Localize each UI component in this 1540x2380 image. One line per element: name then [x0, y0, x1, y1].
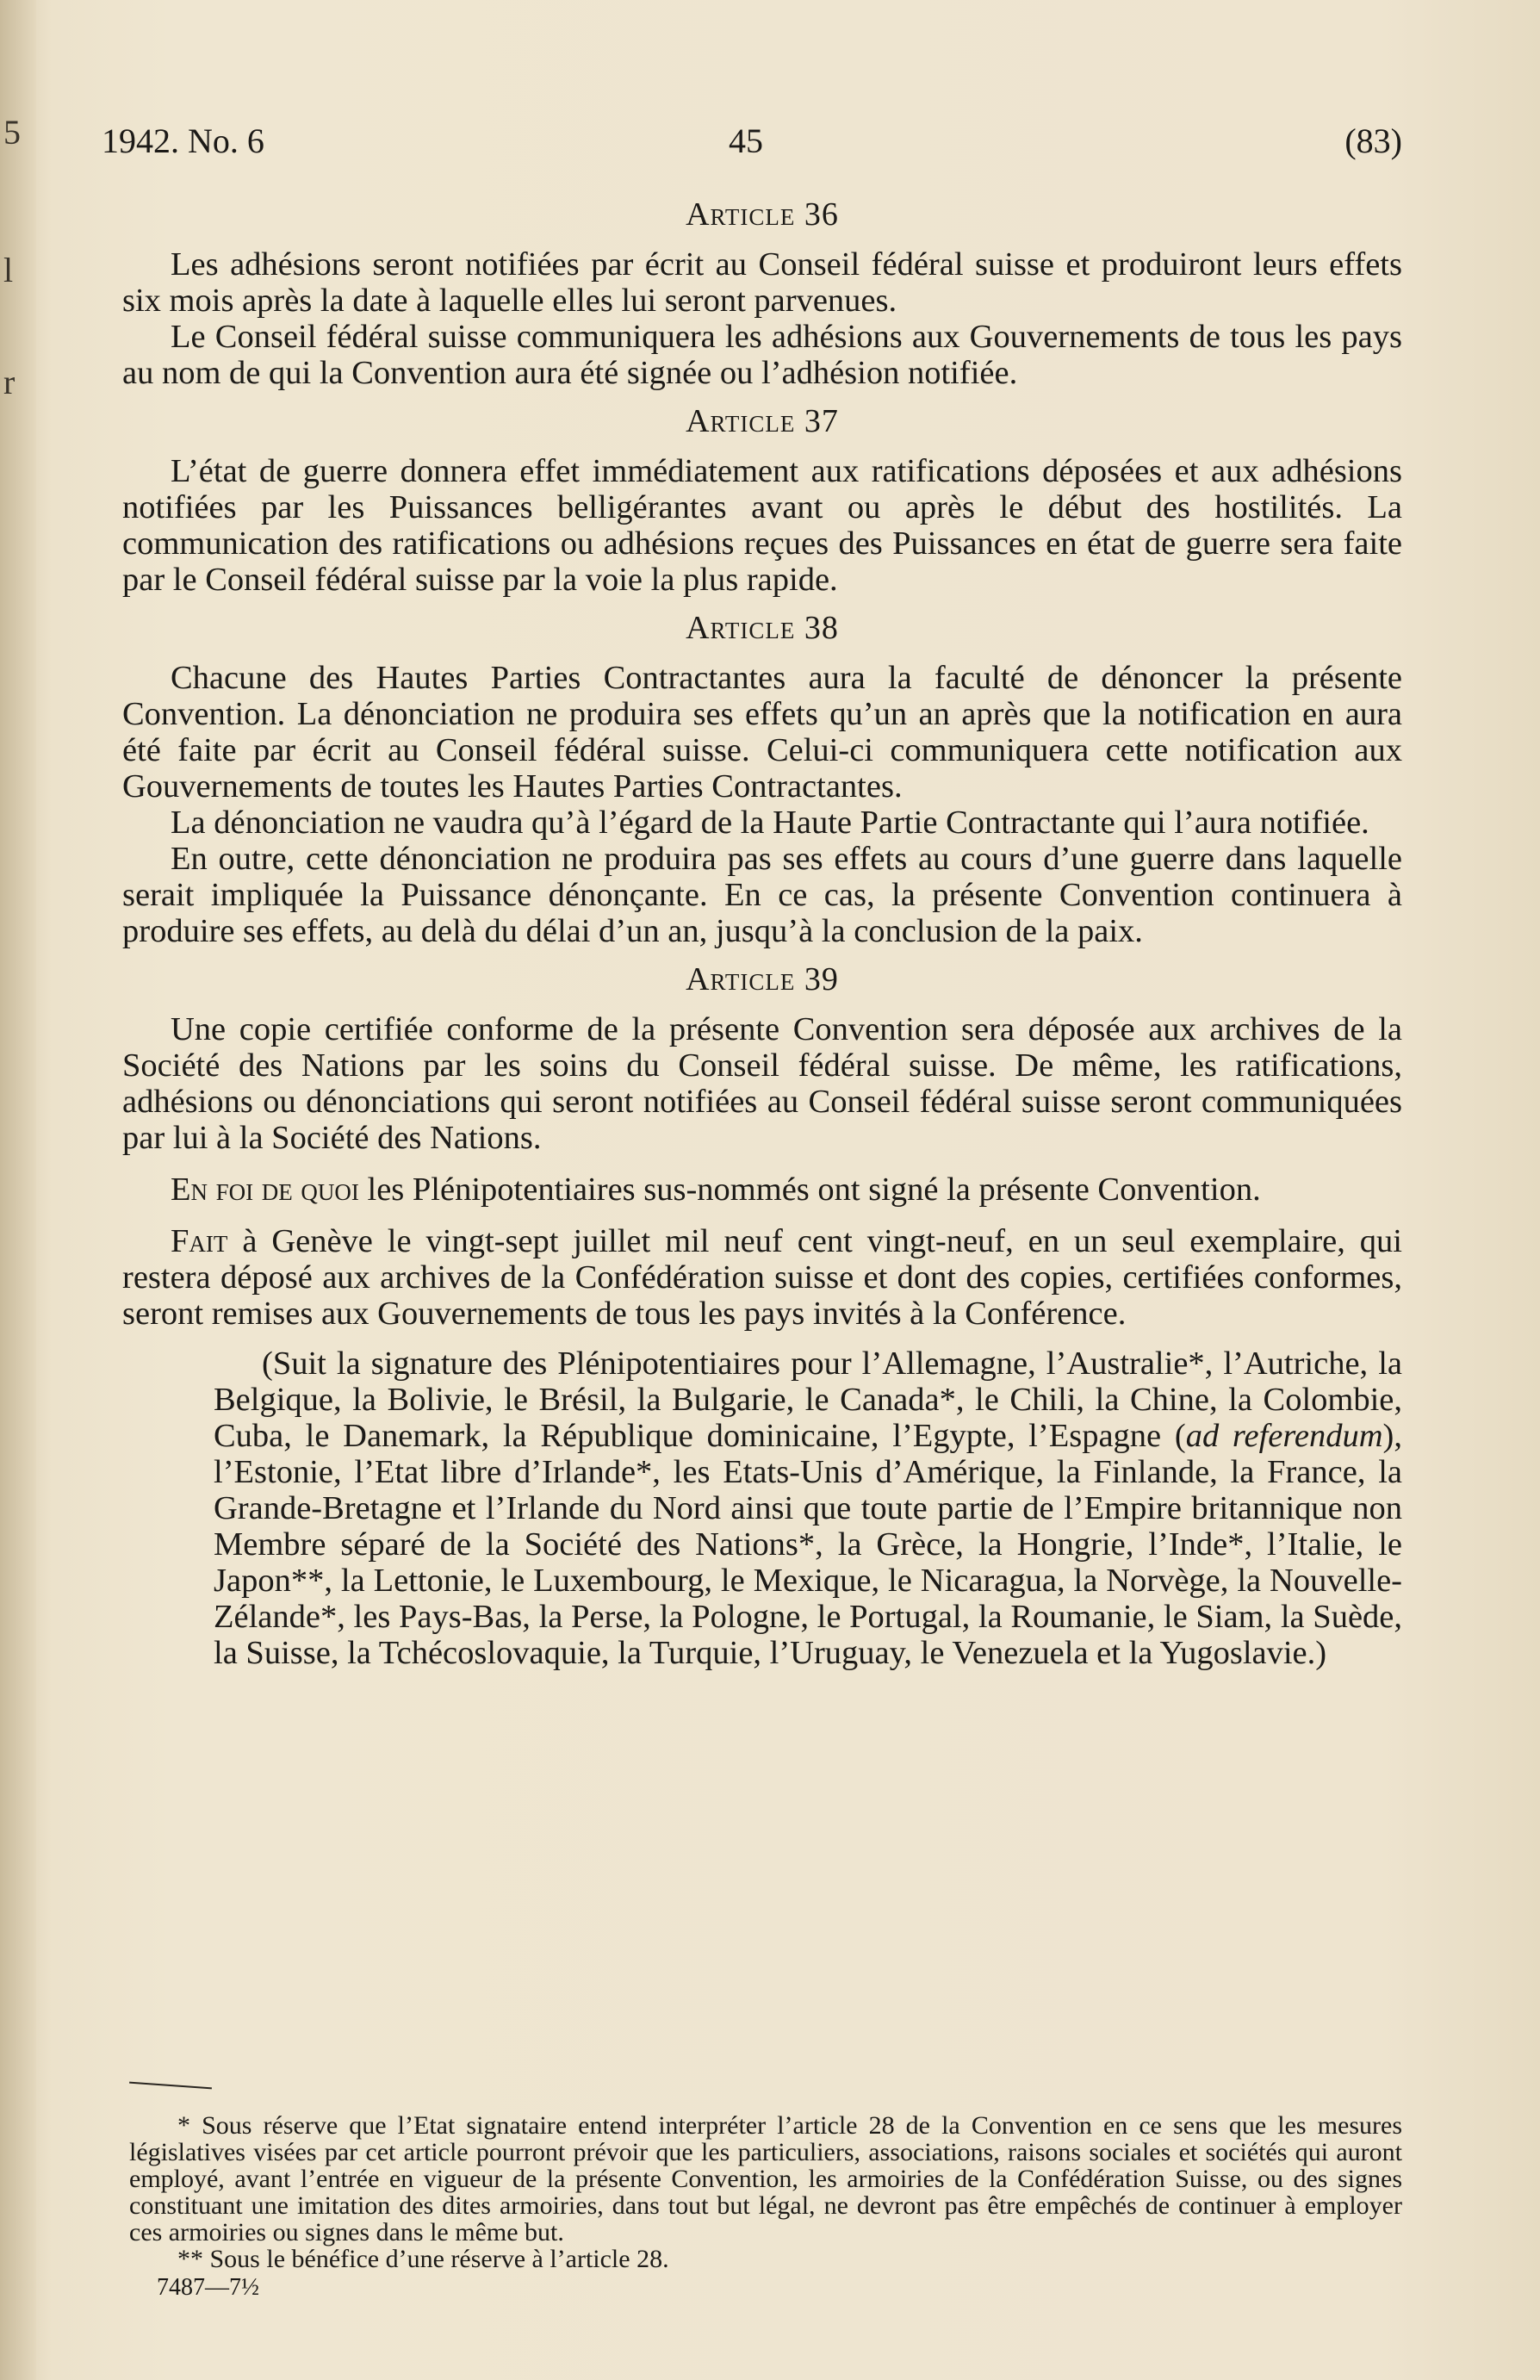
print-code: 7487—7½	[157, 2274, 259, 2301]
signatories-italic: ad referendum	[1185, 1418, 1383, 1454]
article-heading: Article 36	[686, 196, 839, 233]
footnotes	[129, 2112, 1402, 2301]
closing-lead: En foi de quoi	[171, 1171, 359, 1208]
article-39	[122, 961, 1402, 1156]
article-heading: Article 37	[686, 403, 839, 439]
article-heading: Article 39	[686, 961, 839, 997]
footnote-divider	[129, 2082, 212, 2090]
main-text	[122, 190, 1402, 1671]
done-at-paragraph	[122, 1223, 1402, 1332]
closing-text: les Plénipotentiaires sus-nommés ont signé la présente Convention.	[358, 1171, 1261, 1208]
page-header	[102, 121, 1402, 172]
edge-mark: l	[3, 251, 14, 289]
signatories-paragraph	[214, 1345, 1402, 1671]
closing-text: à Genève le vingt-sept juillet mil neuf cent vingt-neuf, en un seul exemplaire, qui restera déposé aux archives de la Confédération suisse et dont des copies, certifiées conformes, seront remises aux Gouvernements de tous les pays invités à la Conférence.	[122, 1223, 1402, 1332]
in-witness-paragraph	[122, 1171, 1402, 1208]
signatories-text: ), l’Estonie, l’Etat libre d’Irlande*, les Etats-Unis d’Amérique, la Finlande, la France, la Grande-Bretagne et l’Irlande du Nord ainsi que toute partie de l’Empire britannique non Membre séparé de la Société des Nations*, la Grèce, la Hongrie, l’Inde*, l’Italie, le Japon**, la Lettonie, le Luxembourg, le Mexique, le Nicaragua, la Norvège, la Nouvelle-Zélande*, les Pays-Bas, la Perse, la Pologne, le Portugal, la Roumanie, le Siam, la Suède, la Suisse, la Tchécoslovaquie, la Turquie, l’Uruguay, le Venezuela et la Yugoslavie.)	[214, 1418, 1402, 1671]
article-heading: Article 38	[686, 610, 839, 646]
article-36	[122, 196, 1402, 391]
article-38	[122, 610, 1402, 949]
treaty-series-number: 1942. No. 6	[102, 121, 264, 160]
binding-edge	[0, 0, 36, 2380]
closing-lead: Fait	[171, 1223, 228, 1259]
footnote: ** Sous le bénéfice d’une réserve à l’article 28.	[177, 2245, 669, 2273]
paragraph: En outre, cette dénonciation ne produira pas ses effets au cours d’une guerre dans laquelle serait impliquée la Puissance dénonçante. En ce cas, la présente Convention continuera à produire ses effets, au delà du délai d’un an, jusqu’à la conclusion de la paix.	[122, 841, 1402, 949]
article-37	[122, 403, 1402, 598]
edge-mark: 5	[3, 113, 21, 152]
edge-mark: r	[3, 363, 16, 401]
footnote: * Sous réserve que l’Etat signataire entend interpréter l’article 28 de la Convention en ce sens que les mesures législatives visées par cet article pourront prévoir que les particuliers, associations, raisons sociales et sociétés qui auront employé, avant l’entrée en vigueur de la présente Convention, les armoiries de la Confédération Suisse, ou des signes constituant une imitation des dites armoiries, dans tout but légal, ne devront pas être empêchés de continuer à employer ces armoiries ou signes dans le même but.	[129, 2111, 1402, 2246]
paragraph: L’état de guerre donnera effet immédiatement aux ratifications déposées et aux adhésions notifiées par les Puissances belligérantes avant ou après le début des hostilités. La communication des ratifications ou adhésions reçues des Puissances en état de guerre sera faite par le Conseil fédéral suisse par la voie la plus rapide.	[122, 453, 1402, 598]
paragraph: Chacune des Hautes Parties Contractantes aura la faculté de dénoncer la présente Convention. La dénonciation ne produira ses effets qu’un an après que la notification en aura été faite par écrit au Conseil fédéral suisse. Celui-ci communiquera cette notification aux Gouvernements de toutes les Hautes Parties Contractantes.	[122, 660, 1402, 805]
page-number: 45	[729, 121, 763, 160]
original-page-number: (83)	[1344, 121, 1402, 160]
paragraph: Une copie certifiée conforme de la présente Convention sera déposée aux archives de la Société des Nations par les soins du Conseil fédéral suisse. De même, les ratifications, adhésions ou dénonciations qui seront notifiées au Conseil fédéral suisse seront communiquées par lui à la Société des Nations.	[122, 1011, 1402, 1156]
paragraph: Les adhésions seront notifiées par écrit au Conseil fédéral suisse et produiront leurs effets six mois après la date à laquelle elles lui seront parvenues.	[122, 246, 1402, 319]
signatories-text: (Suit la signature des Plénipotentiaires pour l’Allemagne, l’Australie*, l’Autriche, la Belgique, la Bolivie, le Brésil, la Bulgarie, le Canada*, le Chili, la Chine, la Colombie, Cuba, le Danemark, la République dominicaine, l’Egypte, l’Espagne (	[214, 1345, 1402, 1454]
paragraph: Le Conseil fédéral suisse communiquera les adhésions aux Gouvernements de tous les pays au nom de qui la Convention aura été signée ou l’adhésion notifiée.	[122, 319, 1402, 391]
paragraph: La dénonciation ne vaudra qu’à l’égard de la Haute Partie Contractante qui l’aura notifiée.	[171, 805, 1369, 841]
